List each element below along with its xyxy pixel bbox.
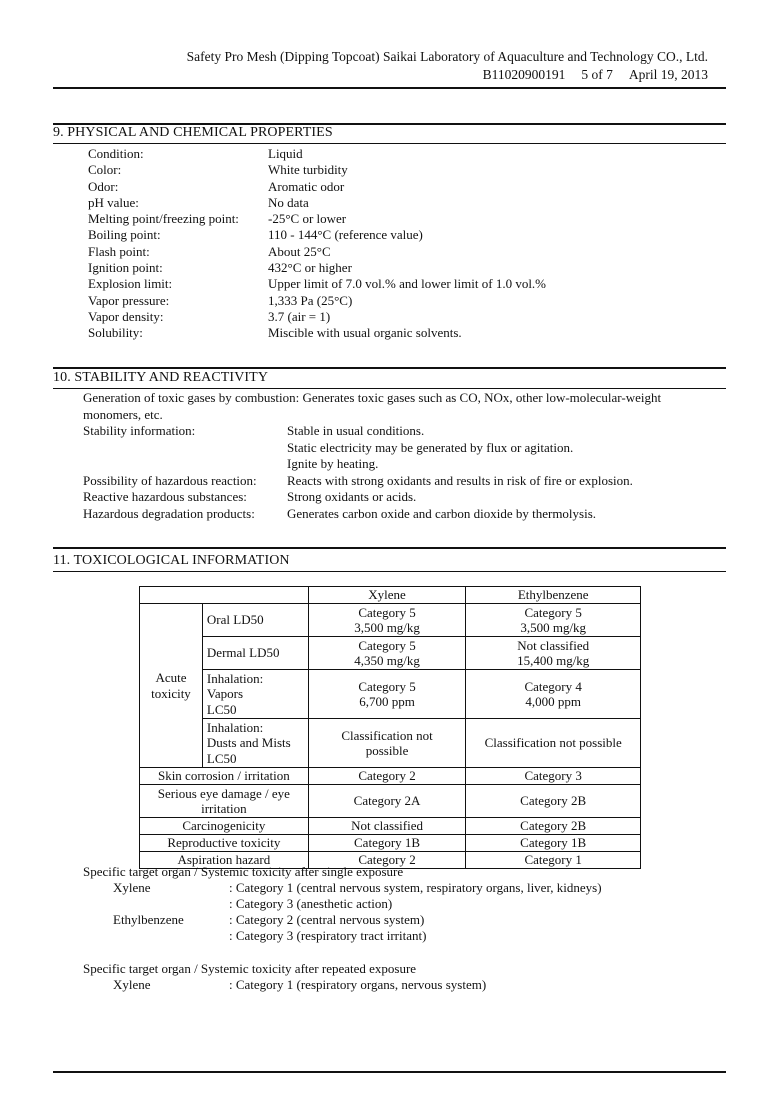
property-row xyxy=(88,309,718,325)
reactivity-row xyxy=(83,489,728,506)
cell-line: 15,400 mg/kg xyxy=(517,653,590,668)
property-row xyxy=(88,179,718,195)
property-value: No data xyxy=(268,194,309,210)
property-value: Miscible with usual organic solvents. xyxy=(268,325,462,341)
property-value: 1,333 Pa (25°C) xyxy=(268,292,353,308)
cell-line: Not classified xyxy=(517,637,590,653)
cell-line: irritation xyxy=(201,801,247,816)
substance-value: : Category 1 (respiratory organs, nervous system) xyxy=(229,977,487,992)
oral-xylene xyxy=(308,604,466,637)
inhalation-dusts-xylene xyxy=(308,719,466,768)
cell-line: Category 4 xyxy=(524,678,582,694)
section10-content xyxy=(83,390,728,522)
reproductive-ethylbenzene: Category 1B xyxy=(466,835,641,852)
table-row xyxy=(140,818,641,835)
document-header-meta xyxy=(467,67,708,83)
aspiration-label: Aspiration hazard xyxy=(140,852,309,869)
substance-value: : Category 3 (anesthetic action) xyxy=(229,896,393,911)
property-key: Ignition point: xyxy=(88,260,163,276)
inhalation-dusts-label xyxy=(202,719,308,768)
substance-value: : Category 2 (central nervous system) xyxy=(229,912,425,927)
property-key: Color: xyxy=(88,162,122,178)
property-key: Boiling point: xyxy=(88,227,161,243)
single-exposure-row xyxy=(83,880,728,896)
table-row xyxy=(140,604,641,637)
cell-line: 3,500 mg/kg xyxy=(354,620,420,635)
property-value: 3.7 (air = 1) xyxy=(268,308,331,324)
repeated-exposure-block xyxy=(83,961,728,993)
combustion-text: Generation of toxic gases by combustion: Generates toxic gases such as CO, NOx, other low-molecular-weight xyxy=(83,390,662,405)
section9-bottom-rule xyxy=(53,143,726,144)
inhalation-dusts-ethylbenzene: Classification not possible xyxy=(466,719,641,768)
section10-bottom-rule xyxy=(53,388,726,389)
substance-name: Xylene xyxy=(113,880,151,895)
cell-line: 3,500 mg/kg xyxy=(520,620,587,635)
cell-line: Category 5 xyxy=(358,604,416,620)
column-header-xylene: Xylene xyxy=(308,587,466,604)
skin-ethylbenzene: Category 3 xyxy=(466,768,641,785)
aspiration-ethylbenzene: Category 1 xyxy=(466,852,641,869)
oral-ld50-label: Oral LD50 xyxy=(202,604,308,637)
property-value: Liquid xyxy=(268,146,303,161)
substance-name xyxy=(83,896,229,912)
table-row xyxy=(140,768,641,785)
acute-toxicity-label: Acute toxicity xyxy=(140,604,203,768)
dermal-xylene xyxy=(308,637,466,670)
property-row xyxy=(88,146,718,162)
reactivity-key: Hazardous degradation products: xyxy=(83,505,255,521)
property-value: Aromatic odor xyxy=(268,178,345,194)
dermal-ethylbenzene xyxy=(466,637,641,670)
reactivity-key: Possibility of hazardous reaction: xyxy=(83,472,257,488)
cell-line: Dusts and Mists xyxy=(206,735,291,751)
cell-line: Inhalation: xyxy=(206,719,264,735)
property-value: -25°C or lower xyxy=(268,211,347,227)
property-value: 432°C or higher xyxy=(268,260,352,276)
section9-properties xyxy=(88,146,718,342)
oral-ethylbenzene xyxy=(466,604,641,637)
table-row xyxy=(140,835,641,852)
single-exposure-row xyxy=(83,912,728,928)
property-key: Flash point: xyxy=(88,243,150,259)
cell-line: Category 5 xyxy=(358,678,416,694)
substance-value: : Category 3 (respiratory tract irritant) xyxy=(229,928,427,943)
section11-bottom-rule xyxy=(53,571,726,572)
property-key: Melting point/freezing point: xyxy=(88,211,239,227)
property-key: Explosion limit: xyxy=(88,276,173,292)
property-value: About 25°C xyxy=(268,243,331,259)
substance-name: Ethylbenzene xyxy=(113,912,184,927)
table-header-blank xyxy=(140,587,309,604)
doc-date: April 19, 2013 xyxy=(628,67,708,82)
reproductive-label: Reproductive toxicity xyxy=(140,835,309,852)
document-header-title: Safety Pro Mesh (Dipping Topcoat) Saikai Laboratory of Aquaculture and Technology CO., Ltd. xyxy=(186,49,708,64)
section11-title: 11. TOXICOLOGICAL INFORMATION xyxy=(53,553,290,568)
property-value: Upper limit of 7.0 vol.% and lower limit of 1.0 vol.% xyxy=(268,276,547,292)
eye-xylene: Category 2A xyxy=(308,785,466,818)
stability-line: Static electricity may be generated by flux or agitation. xyxy=(287,439,574,455)
inhalation-vapors-label xyxy=(202,670,308,719)
property-value: 110 - 144°C (reference value) xyxy=(268,227,423,243)
single-exposure-block xyxy=(83,864,728,944)
property-key: Odor: xyxy=(88,178,119,194)
reactivity-value: Generates carbon oxide and carbon dioxide by thermolysis. xyxy=(287,505,597,521)
substance-name xyxy=(83,928,229,944)
property-key: Condition: xyxy=(88,146,144,161)
cell-line: Category 5 xyxy=(524,604,582,620)
carcinogenicity-xylene: Not classified xyxy=(308,818,466,835)
reproductive-xylene: Category 1B xyxy=(308,835,466,852)
property-row xyxy=(88,211,718,227)
carcinogenicity-label: Carcinogenicity xyxy=(140,818,309,835)
substance-value: : Category 1 (central nervous system, respiratory organs, liver, kidneys) xyxy=(229,880,602,895)
stability-row xyxy=(83,423,728,473)
stability-line: Stable in usual conditions. xyxy=(287,423,425,438)
dermal-ld50-label: Dermal LD50 xyxy=(202,637,308,670)
property-value: White turbidity xyxy=(268,162,348,178)
single-exposure-row xyxy=(83,928,728,944)
inhalation-vapors-xylene xyxy=(308,670,466,719)
cell-line: Inhalation: xyxy=(206,670,264,686)
aspiration-xylene: Category 2 xyxy=(308,852,466,869)
property-key: Vapor pressure: xyxy=(88,292,170,308)
section11-top-rule xyxy=(53,547,726,549)
column-header-ethylbenzene: Ethylbenzene xyxy=(466,587,641,604)
skin-xylene: Category 2 xyxy=(308,768,466,785)
reactivity-key: Reactive hazardous substances: xyxy=(83,489,247,504)
doc-id: B11020900191 xyxy=(482,67,566,82)
cell-line: 6,700 ppm xyxy=(359,694,415,709)
property-row xyxy=(88,293,718,309)
table-row xyxy=(140,670,641,719)
property-row xyxy=(88,325,718,341)
cell-line: possible xyxy=(365,743,409,758)
cell-line: LC50 xyxy=(206,701,237,717)
reactivity-value: Strong oxidants or acids. xyxy=(287,489,417,504)
cell-line: Classification not xyxy=(341,727,433,743)
inhalation-vapors-ethylbenzene xyxy=(466,670,641,719)
property-key: Vapor density: xyxy=(88,308,164,324)
toxicity-table xyxy=(139,586,641,869)
property-row xyxy=(88,244,718,260)
table-row xyxy=(140,785,641,818)
single-exposure-row xyxy=(83,896,728,912)
stability-line: Ignite by heating. xyxy=(287,456,379,471)
cell-line: 4,350 mg/kg xyxy=(354,653,420,668)
section10-title: 10. STABILITY AND REACTIVITY xyxy=(53,370,269,385)
cell-line: Vapors xyxy=(206,686,244,702)
table-row xyxy=(140,719,641,768)
substance-name: Xylene xyxy=(113,977,151,992)
repeated-exposure-row xyxy=(83,977,728,993)
cell-line: Category 5 xyxy=(358,637,416,653)
page-number: 5 of 7 xyxy=(581,67,613,82)
footer-rule xyxy=(53,1071,726,1073)
reactivity-value: Reacts with strong oxidants and results in risk of fire or explosion. xyxy=(287,472,633,488)
stability-key: Stability information: xyxy=(83,423,196,438)
property-row xyxy=(88,195,718,211)
section10-top-rule xyxy=(53,367,726,369)
eye-damage-label xyxy=(140,785,309,818)
combustion-text-cont: monomers, etc. xyxy=(83,406,163,422)
property-row xyxy=(88,260,718,276)
skin-corrosion-label: Skin corrosion / irritation xyxy=(140,768,309,785)
repeated-exposure-title: Specific target organ / Systemic toxicity after repeated exposure xyxy=(83,961,417,976)
single-exposure-title: Specific target organ / Systemic toxicity after single exposure xyxy=(83,864,404,879)
eye-ethylbenzene: Category 2B xyxy=(466,785,641,818)
stability-values xyxy=(287,423,728,473)
cell-line: 4,000 ppm xyxy=(525,694,581,709)
reactivity-row xyxy=(83,506,728,523)
header-rule xyxy=(53,87,726,89)
reactivity-row xyxy=(83,473,728,490)
table-row xyxy=(140,637,641,670)
property-row xyxy=(88,162,718,178)
section9-title: 9. PHYSICAL AND CHEMICAL PROPERTIES xyxy=(53,125,333,140)
cell-line: Serious eye damage / eye xyxy=(157,785,290,801)
carcinogenicity-ethylbenzene: Category 2B xyxy=(466,818,641,835)
table-header-row xyxy=(140,587,641,604)
property-key: pH value: xyxy=(88,194,139,210)
property-key: Solubility: xyxy=(88,325,143,341)
property-row xyxy=(88,276,718,292)
property-row xyxy=(88,227,718,243)
cell-line: LC50 xyxy=(206,750,237,766)
